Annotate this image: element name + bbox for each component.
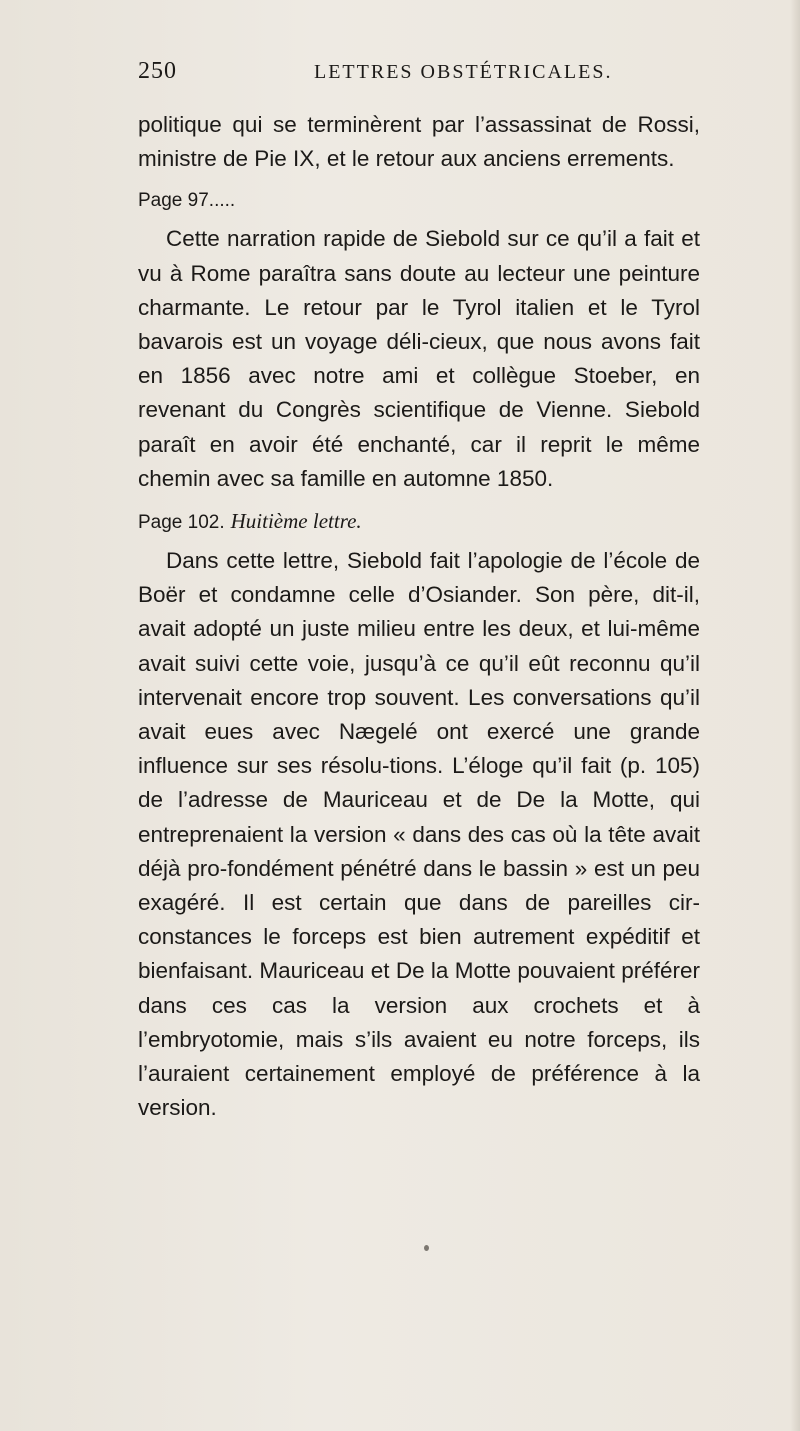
paragraph-1: politique qui se terminèrent par l’assassinat de Rossi, ministre de Pie IX, et le retour aux anciens errements. [138, 112, 700, 172]
page-header [138, 58, 698, 94]
ink-speck [424, 1245, 429, 1251]
paragraph-3: Dans cette lettre, Siebold fait l’apologie de l’école de Boër et condamne celle d’Osiander. Son père, dit-il, avait adopté un juste milieu entre les deux, et lui-même avait suivi cette voie, jusqu’à ce qu’il eût reconnu qu’il intervenait encore trop souvent. Les conversations qu’il avait eues avec Nægelé ont exercé une grande influence sur ses résolu-tions. L’éloge qu’il fait (p. 105) de l’adresse de Mauriceau et de De la Motte, qui entreprenaient la version « dans des cas où la tête avait déjà pro-fondément pénétré dans le bassin » est un peu exagéré. Il est certain que dans de pareilles cir-constances le forceps est bien autrement expéditif et bienfaisant. Mauriceau et De la Motte pouvaient préférer dans ces cas la version aux crochets et à l’embryotomie, mais s’ils avaient eu notre forceps, ils l’auraient certainement employé de préférence à la version. [138, 548, 700, 1121]
paragraph-2: Cette narration rapide de Siebold sur ce qu’il a fait et vu à Rome paraîtra sans doute au lecteur une peinture charmante. Le retour par le Tyrol italien et le Tyrol bavarois est un voyage déli-cieux, que nous avons fait en 1856 avec notre ami et collègue Stoeber, en revenant du Congrès scientifique de Vienne. Siebold paraît en avoir été enchanté, car il reprit le même chemin avec sa famille en automne 1850. [138, 226, 700, 491]
page-reference-label: Page 97..... [138, 190, 236, 212]
page-number: 250 [138, 58, 177, 84]
running-title: LETTRES OBSTÉTRICALES. [314, 61, 613, 83]
page-reference-102 [138, 506, 700, 538]
page-reference-97 [138, 186, 700, 216]
letter-title: Huitième lettre. [230, 509, 362, 534]
page-body [138, 108, 700, 1125]
page-edge-shadow [790, 0, 800, 1431]
page-reference-label: Page 102. [138, 512, 225, 534]
